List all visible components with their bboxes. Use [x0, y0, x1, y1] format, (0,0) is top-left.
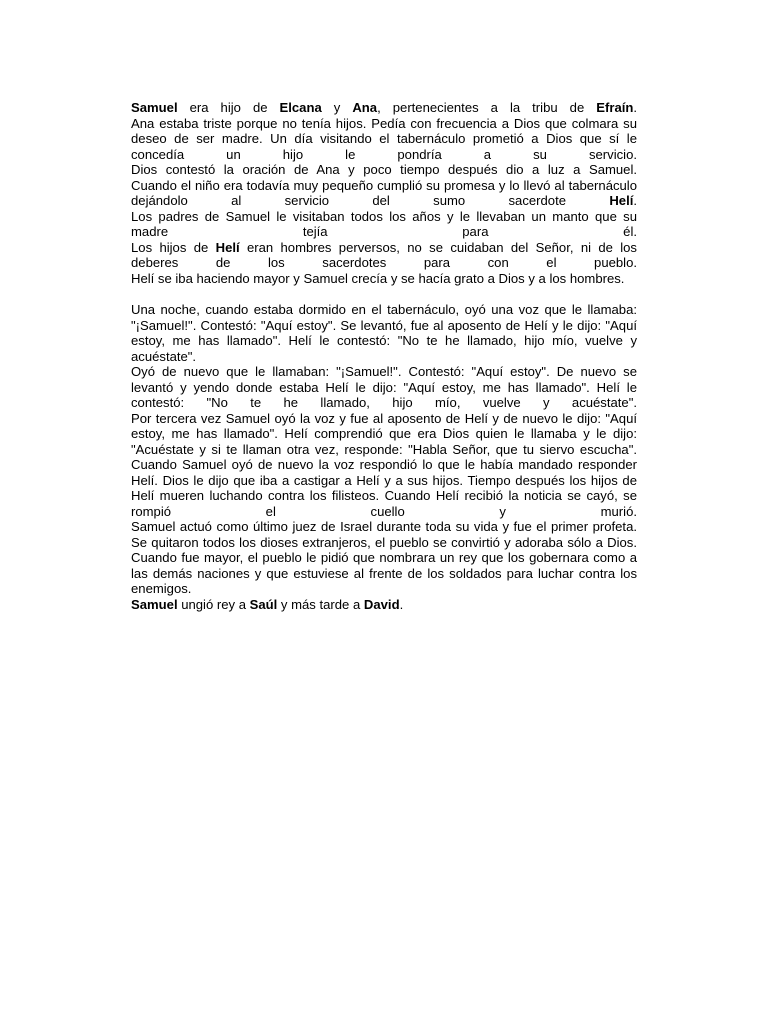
text-run: acuéstate".	[131, 348, 197, 364]
text-run: .	[633, 100, 637, 115]
text-line	[131, 597, 637, 613]
bold-name: Samuel	[131, 596, 178, 612]
text-line	[131, 240, 637, 256]
text-line	[131, 550, 637, 566]
text-run: contestó: "No te he llamado, hijo mío, vuelve y acuéstate".	[131, 395, 637, 410]
bold-name: Samuel	[131, 100, 178, 115]
document-page	[131, 100, 637, 612]
paragraph	[131, 100, 637, 286]
text-run: madre tejía para él.	[131, 224, 637, 239]
text-run: levantó y yendo donde estaba Helí le dijo: "Aquí estoy, me has llamado". Helí le	[131, 379, 637, 395]
text-run: estoy, me has llamado". Helí comprendió que era Dios quien le llamaba y le dijo:	[131, 426, 637, 441]
text-run: y más tarde a	[277, 596, 364, 612]
bold-name: Helí	[215, 239, 240, 255]
text-run: Los padres de Samuel le visitaban todos los años y le llevaban un manto que su	[131, 208, 637, 224]
text-line	[131, 411, 637, 427]
bold-name: Efraín	[596, 100, 634, 115]
text-run: "Acuéstate y si te llaman otra vez, responde: "Habla Señor, que tu siervo escucha".	[131, 441, 637, 457]
paragraph-gap	[131, 286, 637, 302]
text-run: concedía un hijo le pondría a su servicio.	[131, 146, 637, 162]
text-line	[131, 380, 637, 396]
text-line	[131, 349, 637, 365]
text-line	[131, 162, 637, 178]
text-run: Helí. Dios le dijo que iba a castigar a Helí y a sus hijos. Tiempo después los hijos de	[131, 472, 637, 488]
text-run: Cuando el niño era todavía muy pequeño cumplió su promesa y lo llevó al tabernáculo	[131, 177, 637, 193]
text-line	[131, 442, 637, 458]
text-run: Los hijos de	[131, 239, 216, 255]
text-run: era hijo de	[177, 100, 280, 115]
text-line	[131, 364, 637, 380]
text-run: eran hombres perversos, no se cuidaban del Señor, ni de los	[239, 239, 637, 255]
text-run: Helí mueren luchando contra los filisteos. Cuando Helí recibió la noticia se cayó, se	[131, 488, 637, 503]
text-line	[131, 504, 637, 520]
text-line	[131, 519, 637, 535]
text-run: y	[321, 100, 353, 115]
text-line	[131, 457, 637, 473]
text-line	[131, 395, 637, 411]
text-line	[131, 147, 637, 163]
text-run: Oyó de nuevo que le llamaban: "¡Samuel!". Contestó: "Aquí estoy". De nuevo se	[131, 364, 637, 379]
text-line	[131, 302, 637, 318]
text-line	[131, 581, 637, 597]
text-run: enemigos.	[131, 581, 192, 596]
text-run: rompió el cuello y murió.	[131, 503, 637, 519]
text-run: deberes de los sacerdotes para con el pueblo.	[131, 255, 637, 270]
text-line	[131, 473, 637, 489]
text-run: las demás naciones y que estuviese al frente de los soldados para luchar contra los	[131, 565, 637, 581]
text-run: .	[399, 596, 404, 612]
text-run: , pertenecientes a la tribu de	[377, 100, 597, 115]
text-run: deseo de ser madre. Un día visitando el tabernáculo prometió a Dios que sí le	[131, 131, 637, 146]
bold-name: Ana	[352, 100, 378, 115]
text-line	[131, 178, 637, 194]
text-line	[131, 271, 637, 287]
text-run: Cuando Samuel oyó de nuevo la voz respondió lo que le había mandado responder	[131, 457, 637, 472]
paragraph	[131, 302, 637, 612]
text-line	[131, 535, 637, 551]
text-line	[131, 488, 637, 504]
text-line	[131, 224, 637, 240]
bold-name: Elcana	[279, 100, 322, 115]
bold-name: Saúl	[249, 596, 278, 612]
text-run: Samuel actuó como último juez de Israel durante toda su vida y fue el primer profeta.	[131, 519, 637, 534]
text-run: dejándolo al servicio del sumo sacerdote	[131, 193, 610, 208]
text-line	[131, 100, 637, 116]
text-run: estoy, me has llamado". Helí le contestó: "No te he llamado, hijo mío, vuelve y	[131, 333, 637, 348]
text-line	[131, 333, 637, 349]
text-run: Se quitaron todos los dioses extranjeros, el pueblo se convirtió y adoraba sólo a Dios.	[131, 534, 637, 550]
text-run: Por tercera vez Samuel oyó la voz y fue al aposento de Helí y de nuevo le dijo: "Aquí	[131, 410, 637, 426]
text-run: Una noche, cuando estaba dormido en el tabernáculo, oyó una voz que le llamaba:	[131, 302, 637, 317]
bold-name: David	[363, 596, 400, 612]
text-run: ungió rey a	[177, 596, 250, 612]
document-body	[131, 100, 637, 612]
text-line	[131, 566, 637, 582]
text-line	[131, 318, 637, 334]
text-run: Dios contestó la oración de Ana y poco tiempo después dio a luz a Samuel.	[131, 162, 637, 177]
bold-name: Helí	[609, 193, 634, 208]
text-line	[131, 426, 637, 442]
text-line	[131, 209, 637, 225]
text-line	[131, 131, 637, 147]
text-run: .	[633, 193, 637, 208]
text-line	[131, 116, 637, 132]
text-line	[131, 193, 637, 209]
text-line	[131, 255, 637, 271]
text-run: Ana estaba triste porque no tenía hijos. Pedía con frecuencia a Dios que colmara su	[131, 115, 637, 131]
text-run: Cuando fue mayor, el pueblo le pidió que nombrara un rey que los gobernara como a	[131, 550, 637, 565]
text-run: "¡Samuel!". Contestó: "Aquí estoy". Se levantó, fue al aposento de Helí y le dijo: "Aquí	[131, 317, 637, 333]
text-run: Helí se iba haciendo mayor y Samuel crecía y se hacía grato a Dios y a los hombres.	[131, 270, 625, 286]
